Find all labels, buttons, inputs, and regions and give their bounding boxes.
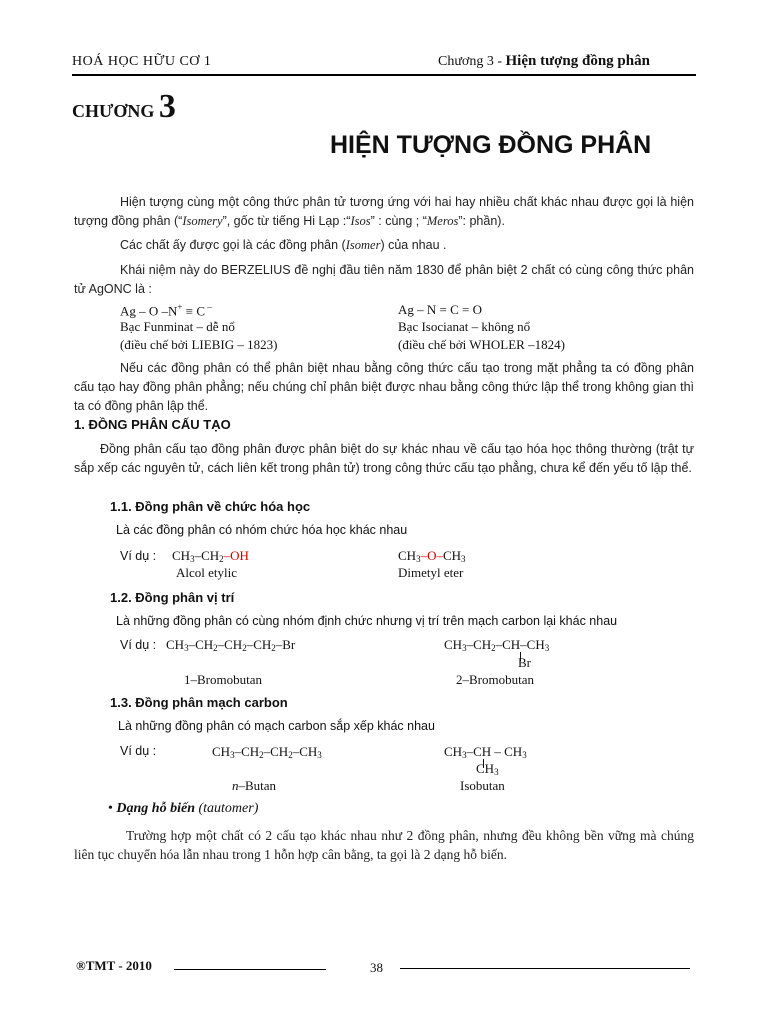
name-bac-isocianat: Bạc Isocianat – không nổ bbox=[398, 319, 531, 334]
formula-left-charge: + bbox=[177, 302, 183, 312]
name-dimetyl-eter: Dimetyl eter bbox=[398, 565, 464, 580]
term-isomer: Isomer bbox=[345, 238, 381, 252]
running-header-left: HOÁ HỌC HỮU CƠ 1 bbox=[72, 54, 212, 69]
tautomer-heading bbox=[108, 801, 258, 817]
formula-left-charge-neg: – bbox=[205, 302, 212, 312]
page-number: 38 bbox=[370, 960, 383, 975]
f-sub: 3 bbox=[190, 554, 195, 564]
f-bond-red: – bbox=[223, 548, 231, 563]
bullet-icon: • bbox=[108, 801, 113, 816]
formula-isobutan: $CH_3-CH - CH_3$ bbox=[444, 744, 527, 760]
term-meros: Meros bbox=[426, 214, 459, 228]
formula-bac-funminat bbox=[120, 302, 212, 319]
n-butan-rest: –Butan bbox=[238, 778, 277, 793]
chapter-label bbox=[72, 88, 176, 126]
footer-rule-right bbox=[400, 968, 690, 969]
note-liebig: (điều chế bởi LIEBIG – 1823) bbox=[120, 337, 278, 352]
intro-p2-text-a: Các chất ấy được gọi là các đồng phân ( bbox=[120, 238, 346, 252]
chapter-title: HIỆN TƯỢNG ĐỒNG PHÂN bbox=[330, 131, 652, 159]
branch-ch3: $CH_3$ bbox=[476, 761, 499, 777]
f-sub: 3 bbox=[461, 554, 466, 564]
intro-p2-text-b: ) của nhau . bbox=[380, 238, 447, 252]
name-isobutan: Isobutan bbox=[460, 778, 505, 793]
subsection-1-2-heading: 1.2. Đồng phân vị trí bbox=[110, 590, 235, 605]
formula-n-butan: $CH_3-CH_2-CH_2-CH_3$ bbox=[212, 744, 322, 760]
footer-rule-left bbox=[174, 969, 326, 970]
intro-paragraph-2 bbox=[120, 236, 700, 255]
intro-paragraph-1 bbox=[74, 193, 694, 231]
intro-p1-text-d: ”: phần). bbox=[458, 214, 505, 228]
footer-copyright: ®TMT - 2010 bbox=[76, 958, 152, 973]
subsection-1-3-heading: 1.3. Đồng phân mạch carbon bbox=[110, 695, 288, 710]
f-sub: 3 bbox=[416, 554, 421, 564]
formula-alcol-etylic bbox=[172, 548, 249, 564]
term-isomery: Isomery bbox=[182, 214, 223, 228]
name-2-bromobutan: 2–Bromobutan bbox=[456, 672, 534, 687]
formula-left-main: Ag – O –N bbox=[120, 303, 178, 319]
f-text: –CH bbox=[194, 548, 220, 563]
formula-left-tail: ≡ C bbox=[182, 303, 206, 319]
formula-bac-isocianat: Ag – N = C = O bbox=[398, 302, 482, 317]
subsection-1-1-heading: 1.1. Đồng phân về chức hóa học bbox=[110, 499, 311, 514]
paragraph-isomer-types: Nếu các đồng phân có thể phân biệt nhau bằng công thức cấu tạo trong mặt phẳng ta có đồng phân cấu tạo hay đồng phân phẳng; nếu chúng chỉ phân biệt được nhau bằng công thức lập thể trong không gian thì ta có đồng phân lập thể. bbox=[74, 361, 694, 413]
intro-p1-text-a: Hiện tượng cùng một công thức phân tử tương ứng với hai hay nhiều chất khác nhau được gọi là hiện tượng đồng phân (“ bbox=[74, 195, 694, 228]
formula-dimetyl-eter bbox=[398, 548, 466, 564]
chapter-number: 3 bbox=[158, 88, 176, 125]
subsection-1-1-desc: Là các đồng phân có nhóm chức hóa học khác nhau bbox=[116, 523, 408, 537]
header-chapter-prefix: Chương 3 - bbox=[438, 54, 506, 69]
chapter-word: CHƯƠNG bbox=[72, 101, 159, 121]
f-text: CH bbox=[398, 548, 417, 563]
f-text: CH bbox=[172, 548, 191, 563]
note-wholer: (điều chế bởi WHOLER –1824) bbox=[398, 337, 565, 352]
example-label-1-3: Ví dụ : bbox=[120, 744, 157, 758]
name-n-butan bbox=[232, 778, 276, 794]
intro-p1-text-c: ” : cùng ; “ bbox=[370, 214, 427, 228]
functional-group-oh: OH bbox=[230, 548, 249, 563]
intro-paragraph-3: Khái niệm này do BERZELIUS đề nghị đầu tiên năm 1830 để phân biệt 2 chất có cùng công thức phân tử AgONC là : bbox=[74, 263, 694, 296]
f-sub: 2 bbox=[219, 554, 224, 564]
branch-br: Br bbox=[518, 655, 531, 670]
name-1-bromobutan: 1–Bromobutan bbox=[184, 672, 262, 687]
name-alcol-etylic: Alcol etylic bbox=[176, 565, 238, 580]
subsection-1-2-desc: Là những đồng phân có cùng nhóm định chức nhưng vị trí trên mạch carbon lại khác nhau bbox=[116, 614, 618, 628]
formula-2-bromobutan: $CH_3-CH_2-CH-CH_3$ bbox=[444, 637, 550, 653]
tautomer-text: Trường hợp một chất có 2 cấu tạo khác nhau như 2 đồng phân, nhưng đều không bền vững mà chúng liên tục chuyển hóa lẫn nhau trong 1 hỗn hợp cân bằng, ta gọi là 2 dạng hỗ biến. bbox=[74, 828, 694, 862]
name-bac-funminat: Bạc Funminat – dễ nổ bbox=[120, 319, 235, 334]
n-prefix: n bbox=[232, 778, 239, 793]
running-header-right bbox=[438, 53, 650, 70]
example-label-1-2: Ví dụ : bbox=[120, 638, 157, 652]
section-1-heading: 1. ĐỒNG PHÂN CẤU TẠO bbox=[74, 417, 231, 432]
section-1-text: Đồng phân cấu tạo đồng phân được phân biệt do sự khác nhau về cấu tạo hóa học thông thường (trật tự sắp xếp các nguyên tử, cách liên kết trong phân tử) trong công thức cấu tạo phẳng, chưa kể đến yếu tố lập thể. bbox=[74, 442, 694, 475]
header-rule bbox=[72, 74, 696, 76]
f-text: CH bbox=[442, 548, 462, 563]
intro-p1-text-b: ”, gốc từ tiếng Hi Lạp :“ bbox=[222, 214, 351, 228]
functional-group-ether: –O– bbox=[420, 548, 443, 563]
formula-1-bromobutan: $CH_3-CH_2-CH_2-CH_2-Br$ bbox=[166, 637, 296, 653]
tautomer-paren: (tautomer) bbox=[194, 801, 259, 816]
tautomer-heading-text: Dạng hỗ biến bbox=[116, 801, 195, 816]
header-chapter-title: Hiện tượng đồng phân bbox=[505, 53, 650, 69]
term-isos: Isos bbox=[350, 214, 371, 228]
example-label-1-1: Ví dụ : bbox=[120, 549, 157, 563]
subsection-1-3-desc: Là những đồng phân có mạch carbon sắp xếp khác nhau bbox=[118, 719, 435, 733]
